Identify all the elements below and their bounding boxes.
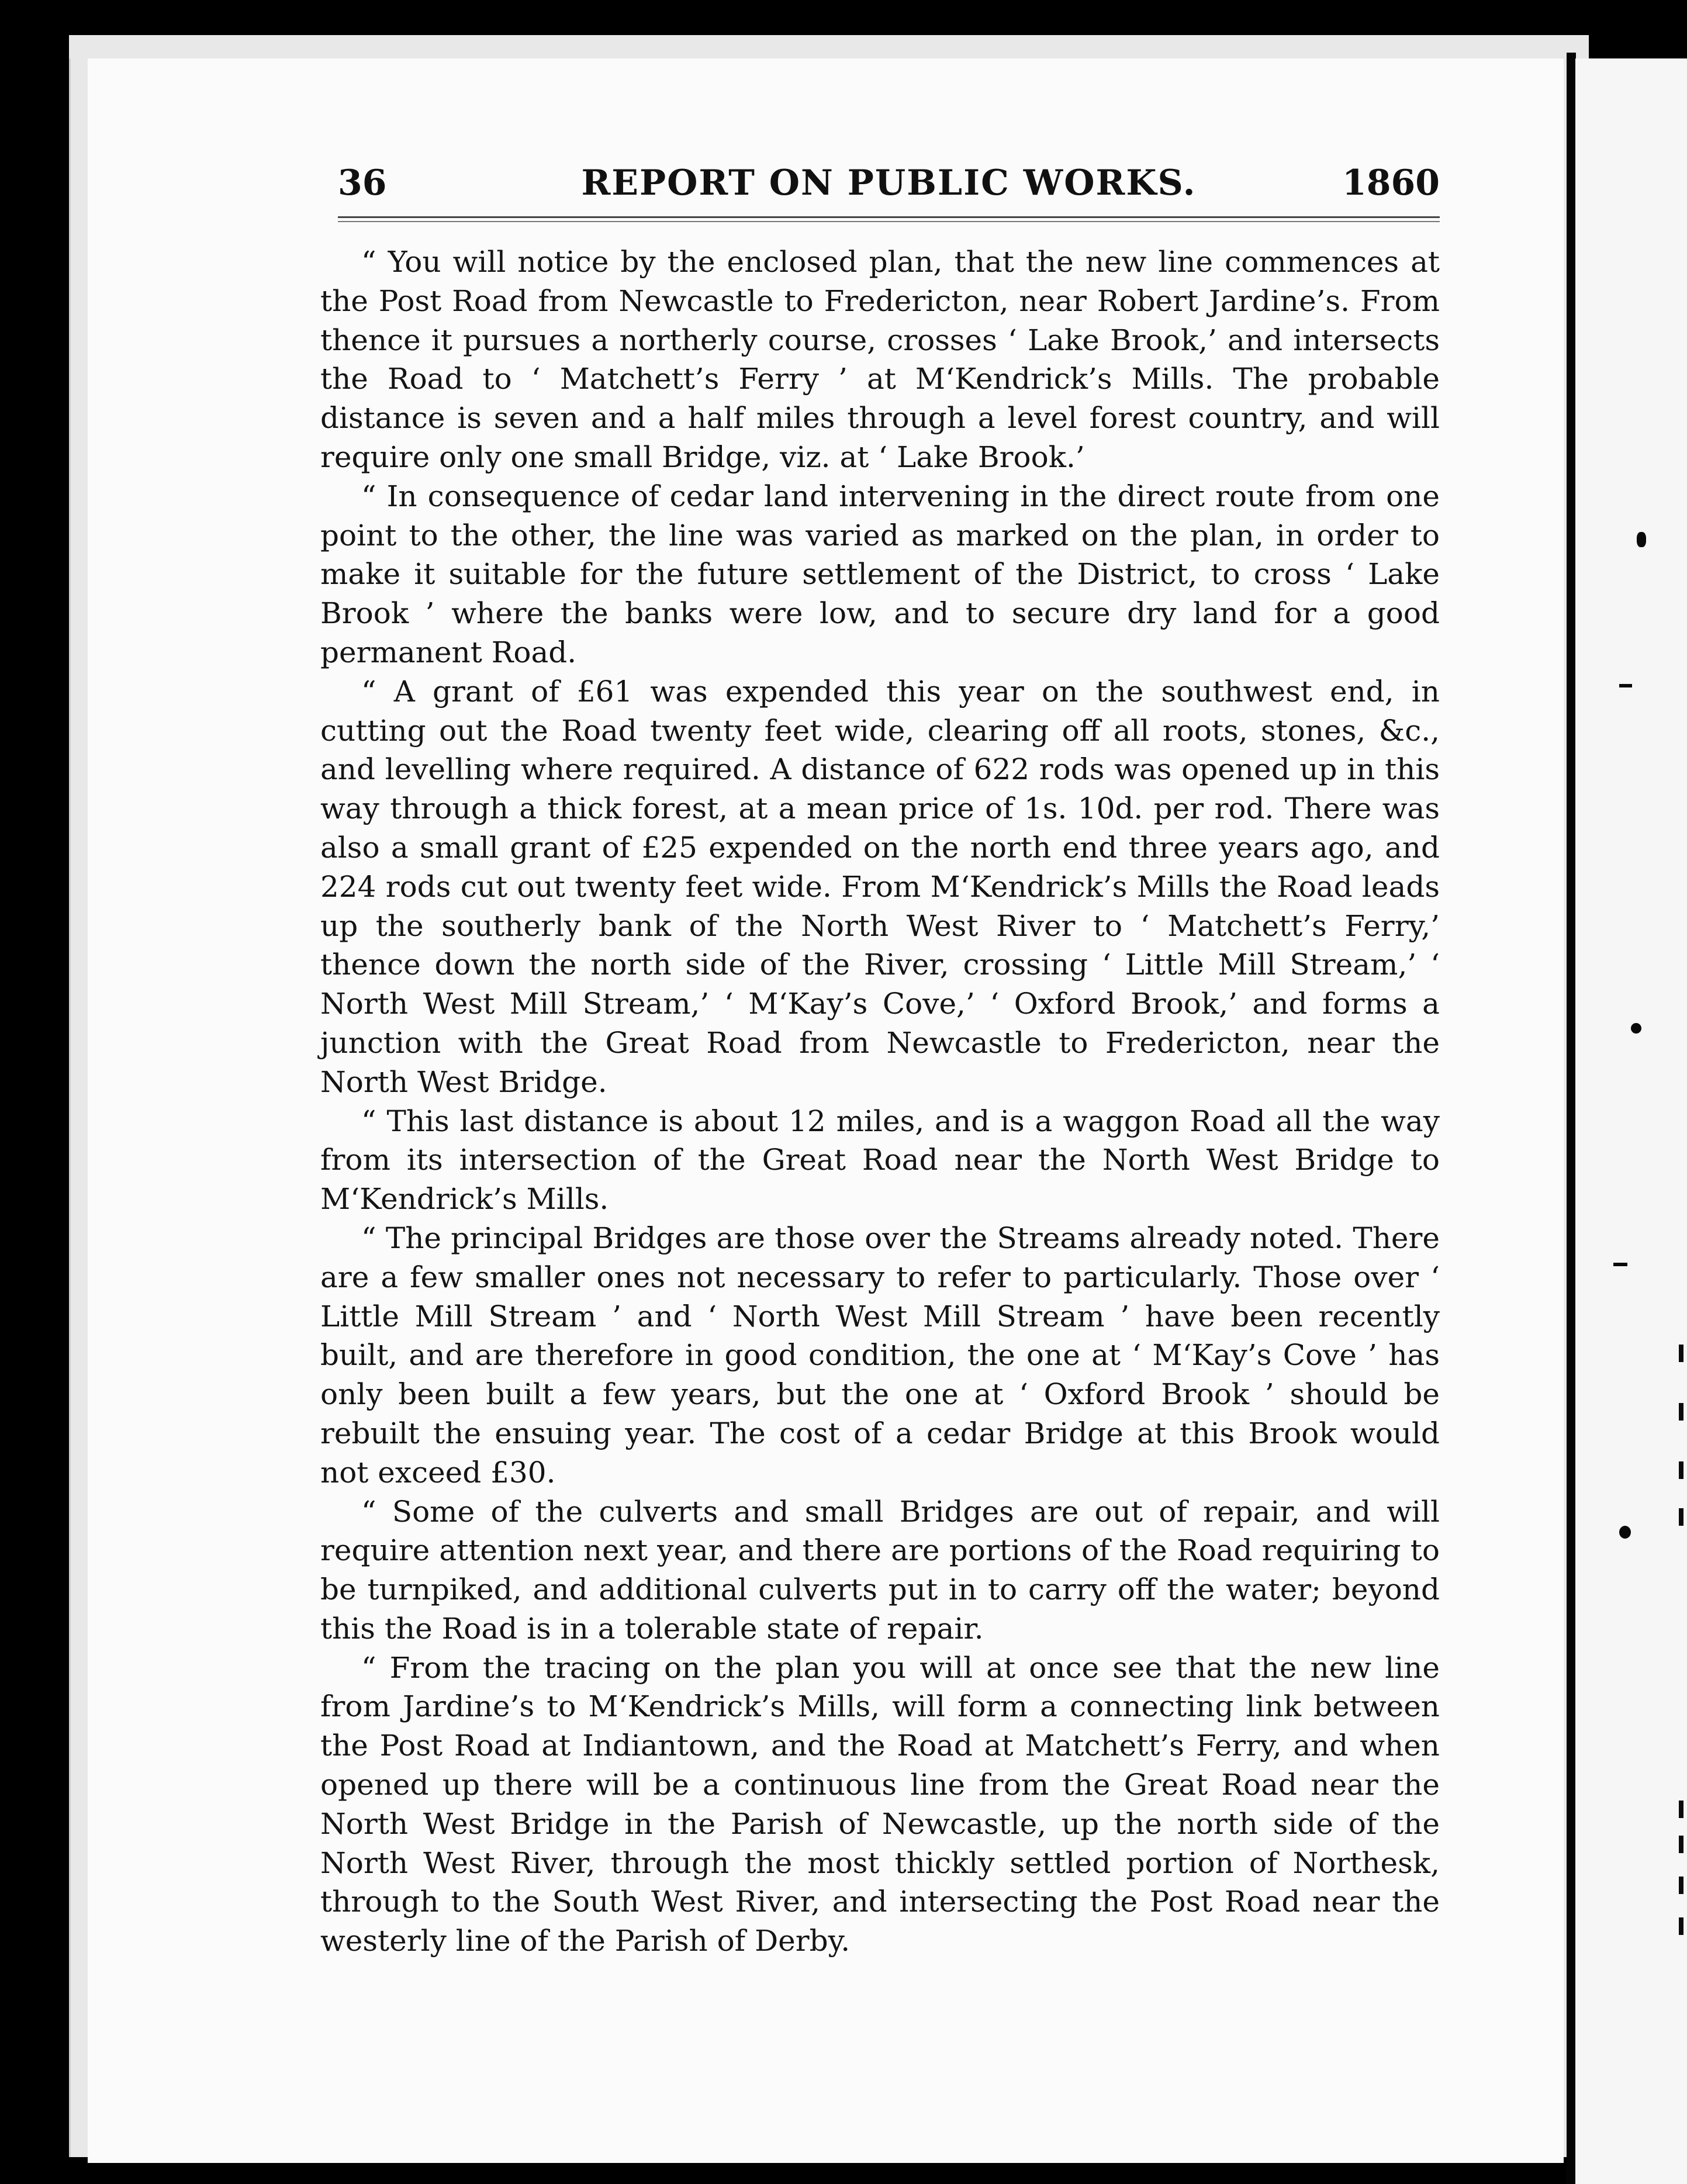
paragraph-cedar-land: “ In consequence of cedar land intervening in the direct route from one point to the other, the line was varied as marked on the plan, in order to make it suitable for the future settlement of the District, to cross ‘ Lake Brook ’ where the banks were low, and to secure dry land for a good permanent Road. bbox=[320, 479, 1440, 669]
adjacent-page-marks bbox=[1613, 514, 1687, 1988]
page-header bbox=[338, 163, 1440, 209]
header-rule bbox=[338, 216, 1440, 222]
running-title: REPORT ON PUBLIC WORKS. bbox=[581, 163, 1197, 203]
paragraph-bridges: “ The principal Bridges are those over the Streams already noted. There are a few smaller ones not necessary to refer to particularly. Those over ‘ Little Mill Stream ’ and ‘ North West Mill Stream ’ have been recently built, and are therefore in good condition, the one at ‘ M‘Kay’s Cove ’ has only been built a few years, but the one at ‘ Oxford Brook ’ should be rebuilt the ensuing year. The cost of a cedar Bridge at this Brook would not exceed £30. bbox=[320, 1221, 1440, 1490]
header-year: 1860 bbox=[1342, 163, 1440, 203]
paragraph-culverts: “ Some of the culverts and small Bridges are out of repair, and will require attention next year, and there are portions of the Road requiring to be turnpiked, and additional culverts put in to carry off the water; beyond this the Road is in a tolerable state of repair. bbox=[320, 1494, 1440, 1646]
book-gutter bbox=[1567, 53, 1576, 2184]
paragraph-new-line: “ You will notice by the enclosed plan, that the new line commences at the Post Road from Newcastle to Fredericton, near Robert Jardine’s. From thence it pursues a northerly course, crosses ‘ Lake Brook,’ and intersects the Road to ‘ Matchett’s Ferry ’ at M‘Kendrick’s Mills. The probable distance is seven and a half miles through a level forest country, and will require only one small Bridge, viz. at ‘ Lake Brook.’ bbox=[320, 245, 1440, 474]
page-number: 36 bbox=[338, 163, 387, 203]
paragraph-distance: “ This last distance is about 12 miles, and is a waggon Road all the way from its intersection of the Great Road near the North West Bridge to M‘Kendrick’s Mills. bbox=[320, 1104, 1440, 1217]
paragraph-grant: “ A grant of £61 was expended this year on the southwest end, in cutting out the Road twenty feet wide, clearing off all roots, stones, &c., and levelling where required. A distance of 622 rods was opened up in this way through a thick forest, at a mean price of 1s. 10d. per rod. There was also a small grant of £25 expended on the north end three years ago, and 224 rods cut out twenty feet wide. From M‘Kendrick’s Mills the Road leads up the southerly bank of the North West River to ‘ Matchett’s Ferry,’ thence down the north side of the River, crossing ‘ Little Mill Stream,’ ‘ North West Mill Stream,’ ‘ M‘Kay’s Cove,’ ‘ Oxford Brook,’ and forms a junction with the Great Road from Newcastle to Fredericton, near the North West Bridge. bbox=[320, 674, 1440, 1099]
paragraph-tracing: “ From the tracing on the plan you will at once see that the new line from Jardine’s to M‘Kendrick’s Mills, will form a connecting link between the Post Road at Indiantown, and the Road at Matchett’s Ferry, and when opened up there will be a continuous line from the Great Road near the North West Bridge in the Parish of Newcastle, up the north side of the North West River, through the most thickly settled portion of Northesk, through to the South West River, and intersecting the Post Road near the westerly line of the Parish of Derby. bbox=[320, 1650, 1440, 1958]
report-body bbox=[320, 243, 1440, 1961]
